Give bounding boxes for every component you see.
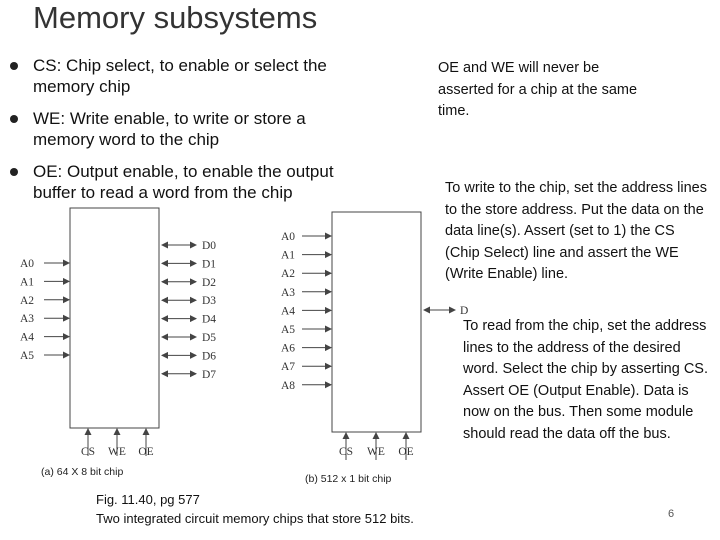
data-pin-label: D0 [202,240,217,252]
control-pin-label: OE [138,446,154,458]
address-pin-label: A6 [281,342,296,355]
address-pin-label: A1 [20,276,35,289]
chip-b-caption: (b) 512 x 1 bit chip [305,473,392,485]
chip-a-diagram [20,208,216,458]
slide-title: Memory subsystems [33,0,318,35]
control-pin-label: WE [367,446,385,458]
page-number: 6 [668,508,675,520]
note-write-procedure: To write to the chip, set the address lines to the store address. Put the data on the data line(s). Assert (set to 1) the CS (Chip Select) line and assert the WE (Write Enable) line. [445,180,707,282]
bullet-text: OE: Output enable, to enable the output buffer to read a word from the chip [33,162,334,202]
chip-b-diagram [281,212,468,460]
address-pin-label: A2 [281,268,296,281]
chip-a-body [70,208,159,428]
data-pin-label: D [460,305,469,317]
data-pin-label: D4 [202,313,217,326]
figure-caption-line1: Fig. 11.40, pg 577 [96,492,200,507]
note-never-asserted: OE and WE will never be asserted for a chip at the same time. [438,60,638,119]
address-pin-label: A3 [20,313,35,326]
address-pin-label: A4 [20,331,35,344]
data-pin-label: D1 [202,258,217,271]
address-pin-label: A5 [20,350,35,362]
figure-caption-line2: Two integrated circuit memory chips that store 512 bits. [96,511,414,526]
chip-a-caption: (a) 64 X 8 bit chip [41,466,124,478]
address-pin-label: A0 [281,231,296,243]
data-pin-label: D6 [202,350,217,363]
address-pin-label: A0 [20,258,35,270]
data-pin-label: D2 [202,276,217,289]
data-pin-label: D3 [202,295,217,308]
control-pin-label: WE [108,446,126,458]
chip-b-body [332,212,421,432]
control-pin-label: OE [398,446,414,458]
data-pin-label: D7 [202,368,217,381]
address-pin-label: A8 [281,379,296,392]
data-pin-label: D5 [202,332,217,344]
control-pin-label: CS [80,446,96,458]
address-pin-label: A3 [281,286,296,299]
control-pin-label: CS [338,446,354,458]
figure-caption [96,490,414,528]
address-pin-label: A4 [281,305,296,318]
address-pin-label: A1 [281,249,296,262]
address-pin-label: A2 [20,294,35,307]
note-read-procedure: To read from the chip, set the address lines to the address of the desired word. Select the chip by asserting CS. Assert OE (Output Enable). Data is now on the bus. Then some module should read the data off the bus. [463,318,709,442]
bullet-text: WE: Write enable, to write or store a memory word to the chip [33,109,306,149]
address-pin-label: A7 [281,361,296,374]
address-pin-label: A5 [281,324,296,336]
bullet-text: CS: Chip select, to enable or select the memory chip [33,56,327,96]
